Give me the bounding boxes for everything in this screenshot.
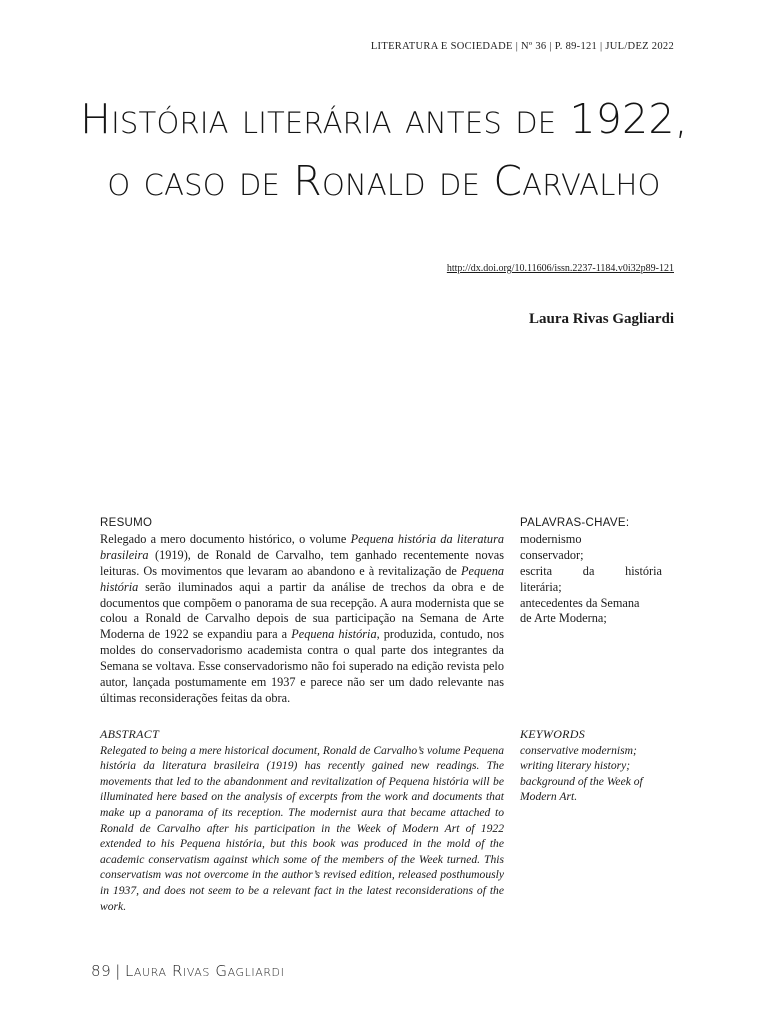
footer-author-name: Laura Rivas Gagliardi bbox=[124, 962, 285, 980]
resumo-book-title: Pequena história da literatura brasileira bbox=[100, 531, 504, 562]
palavras-chave-heading: PALAVRAS-CHAVE: bbox=[520, 517, 630, 529]
palavra-chave-line: literária; bbox=[520, 579, 562, 594]
abstract-section bbox=[100, 727, 504, 914]
palavra-chave-line: conservador; bbox=[520, 547, 584, 562]
resumo-heading: RESUMO bbox=[100, 517, 153, 529]
doi-link[interactable]: http://dx.doi.org/10.11606/issn.2237-1184.v0i32p89-121 bbox=[446, 263, 674, 274]
keyword-line: writing literary history; bbox=[520, 759, 631, 773]
palavra-chave-line: antecedentes da Semana bbox=[520, 595, 640, 610]
page-number: 89 bbox=[91, 962, 112, 980]
page-footer bbox=[91, 962, 284, 980]
article-title-line-2: o caso de Ronald de Carvalho bbox=[107, 157, 661, 205]
resumo-text bbox=[100, 532, 504, 707]
palavra-chave-word: história bbox=[625, 563, 662, 578]
footer-separator: | bbox=[115, 962, 121, 980]
resumo-book-title: Pequena história bbox=[100, 563, 504, 594]
article-title-line-1: História literária antes de 1922, bbox=[80, 95, 688, 143]
keywords-heading: KEYWORDS bbox=[520, 727, 586, 741]
resumo-text-part: serão iluminados aqui a partir da análise de trechos da obra e de documentos que compõem o panorama de sua recepção. A aura modernista que se colou a Ronald de Carvalho depois de sua participação na Semana de Arte Moderna de 1922 se expandiu para a bbox=[100, 579, 504, 642]
abstract-text: Relegated to being a mere historical document, Ronald de Carvalho’s volume Pequena história da literatura brasileira (1919) has recently gained new readings. The movements that led to the abandonment and revitalization of Pequena história will be illuminated here based on the analysis of excerpts from the work and documents that make up a panorama of its reception. The modernist aura that became attached to Ronald de Carvalho after his participation in the Week of Modern Art of 1922 extended to his Pequena história, but this book was produced in the mold of the academic conservatism against which some of the members of the Week turned. This conservatism was not overcome in the author’s revised edition, released posthumously in 1937, and does not seem to be a relevant fact in the latest reconsiderations of the work. bbox=[100, 743, 504, 913]
palavra-chave-word: da bbox=[582, 563, 595, 578]
journal-header: LITERATURA E SOCIEDADE | Nº 36 | P. 89-121 | JUL/DEZ 2022 bbox=[370, 41, 674, 52]
resumo-book-title: Pequena história bbox=[291, 627, 377, 642]
article-title bbox=[0, 88, 768, 212]
palavras-chave-section bbox=[520, 516, 662, 627]
resumo-text-part: , produzida, contudo, nos moldes do conservadorismo academista contra o qual parte dos integrantes da Semana se voltava. Esse conservadorismo não foi superado na edição revista pelo autor, lançada postumamente em 1937 e parece não ser um dado relevante nas últimas reconsiderações feitas da obra. bbox=[100, 627, 504, 705]
keyword-line: conservative modernism; bbox=[520, 743, 637, 757]
palavra-chave-line: modernismo bbox=[520, 531, 582, 546]
keyword-line: background of the Week of bbox=[520, 774, 643, 788]
keyword-line: Modern Art. bbox=[520, 790, 578, 804]
palavra-chave-word: escrita bbox=[520, 563, 553, 578]
resumo-section bbox=[100, 516, 504, 707]
abstract-heading: ABSTRACT bbox=[100, 727, 160, 741]
palavra-chave-line: de Arte Moderna; bbox=[520, 611, 607, 626]
palavra-chave-line bbox=[520, 564, 662, 580]
resumo-text-part: Relegado a mero documento histórico, o volume bbox=[100, 531, 351, 546]
resumo-text-part: (1919), de Ronald de Carvalho, tem ganhado recentemente novas leituras. Os movimentos que levaram ao abandono e à revitalização de bbox=[100, 547, 504, 578]
author-name: Laura Rivas Gagliardi bbox=[528, 311, 674, 327]
keywords-section bbox=[520, 727, 662, 805]
